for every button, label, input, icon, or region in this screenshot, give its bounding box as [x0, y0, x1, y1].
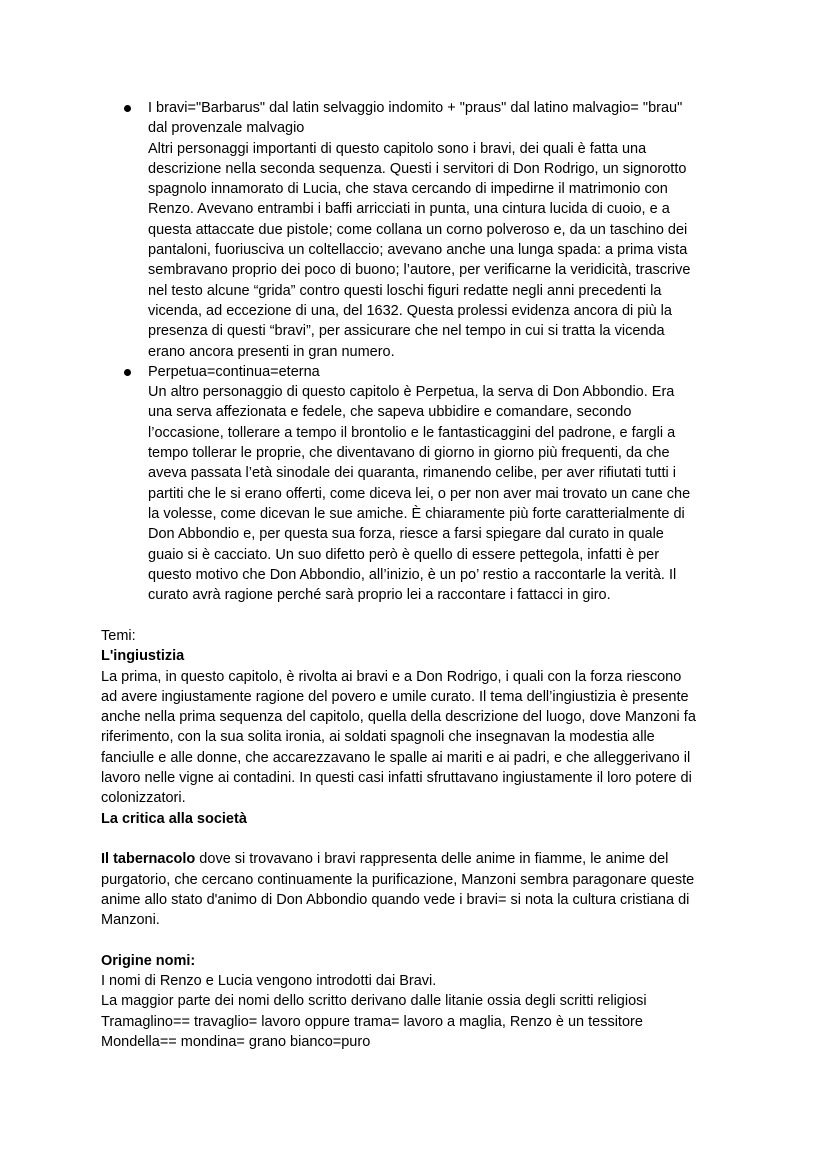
text-line: lavoro nelle vigne ai contadini. In questi casi infatti sfruttavano ingiustamente il loro potere di — [101, 770, 692, 787]
text-line: partiti che le si erano offerti, come diceva lei, o per non aver mai trovato un cane che — [148, 485, 691, 502]
themes-label: Temi: — [101, 628, 136, 644]
text-line: nel testo alcune “grida” contro questi loschi figuri redatte negli anni precedenti la — [148, 282, 662, 299]
text-line: questa attaccate due pistole; come collana un corno polveroso e, da un taschino dei — [148, 221, 688, 238]
text-line: anime allo stato d'animo di Don Abbondio quando vede i bravi= si nota la cultura cristiana di — [101, 891, 690, 908]
themes-section — [101, 626, 741, 1052]
tabernacle-line-rest: dove si trovavano i bravi rappresenta delle anime in fiamme, le anime del — [195, 851, 669, 868]
spacer — [101, 829, 741, 849]
text-line: tempo tollerar le proprie, che diventavano di giorno in giorno più frequenti, da che — [148, 445, 670, 462]
bullet-item-perpetua — [118, 362, 738, 606]
text-line: Tramaglino== travaglio= lavoro oppure trama= lavoro a maglia, Renzo è un tessitore — [101, 1013, 643, 1030]
text-line: sembravano proprio dei poco di buono; l’autore, per verificarne la veridicità, trascrive — [148, 262, 691, 279]
text-line: I nomi di Renzo e Lucia vengono introdotti dai Bravi. — [101, 973, 437, 990]
text-line: l’occasione, tollerare a tempo il brontolio e le fantasticaggini del padrone, e fargli a — [148, 424, 676, 441]
text-line: Mondella== mondina= grano bianco=puro — [101, 1033, 371, 1050]
text-line: presenza di questi “bravi”, per assicurare che nel tempo in cui si tratta la vicenda — [148, 323, 665, 340]
text-line: guaio si è cacciato. Un suo difetto però è quello di essere pettegola, infatti è per — [148, 546, 660, 563]
text-line: fanciulle e alle donne, che accarezzavano le spalle ai mariti e ai padri, e che alleggerivano il — [101, 749, 691, 766]
bullet-dot-icon — [124, 105, 131, 112]
society-critique-heading: La critica alla società — [101, 810, 247, 827]
text-line: spagnolo innamorato di Lucia, che stava cercando di impedirne il matrimonio con — [148, 181, 668, 198]
text-line: Perpetua=continua=eterna — [148, 363, 320, 380]
tabernacle-bold-term: Il tabernacolo — [101, 851, 196, 868]
text-line: descrizione nella seconda sequenza. Questi i servitori di Don Rodrigo, un signorotto — [148, 160, 687, 177]
text-line: questo motivo che Don Abbondio, all’inizio, è un po’ restio a raccontarle la verità. Il — [148, 566, 677, 583]
text-line: la volesse, come dicevan le sue amiche. È chiaramente più forte caratterialmente di — [148, 505, 685, 522]
tabernacle-first-line — [101, 849, 741, 869]
text-line: aveva passata l’età sinodale dei quaranta, rimanendo celibe, per aver rifiutati tutti i — [148, 465, 676, 482]
text-line: una serva affezionata e fedele, che sapeva ubbidire e comandare, secondo — [148, 404, 632, 421]
bullet-dot-icon — [124, 369, 131, 376]
text-line: Don Abbondio e, per questa sua forza, riesce a farsi spiegare dal curato in quale — [148, 526, 664, 543]
text-line: Un altro personaggio di questo capitolo è Perpetua, la serva di Don Abbondio. Era — [148, 384, 675, 401]
text-line: Manzoni. — [101, 912, 160, 929]
bullet-list — [118, 98, 738, 605]
text-line: curato avrà ragione perché sarà proprio lei a raccontare i fattacci in giro. — [148, 587, 611, 604]
spacer — [101, 930, 741, 950]
text-line: dal provenzale malvagio — [148, 120, 305, 137]
names-origin-heading: Origine nomi: — [101, 952, 196, 969]
text-line: Altri personaggi importanti di questo capitolo sono i bravi, dei quali è fatta una — [148, 140, 647, 157]
text-line: Renzo. Avevano entrambi i baffi arricciati in punta, una cintura lucida di cuoio, e a — [148, 201, 670, 218]
text-line: ad avere ingiustamente ragione del povero e umile curato. Il tema dell’ingiustizia è presente — [101, 688, 689, 705]
text-line: La maggior parte dei nomi dello scritto derivano dalle litanie ossia degli scritti religiosi — [101, 993, 647, 1010]
text-line: anche nella prima sequenza del capitolo, quella della descrizione del luogo, dove Manzoni fa — [101, 709, 696, 726]
injustice-heading: L'ingiustizia — [101, 648, 185, 665]
text-line: purgatorio, che cercano continuamente la purificazione, Manzoni sembra paragonare queste — [101, 871, 695, 888]
text-line: La prima, in questo capitolo, è rivolta ai bravi e a Don Rodrigo, i quali con la forza riescono — [101, 668, 682, 685]
text-line: vicenda, ad eccezione di una, del 1632. Questa prolessi evidenza ancora di più la — [148, 302, 672, 319]
text-line: colonizzatori. — [101, 790, 186, 807]
text-line: erano ancora presenti in gran numero. — [148, 343, 395, 360]
text-line: riferimento, con la sua solita ironia, ai soldati spagnoli che insegnavan la modestia alle — [101, 729, 655, 746]
text-line: I bravi="Barbarus" dal latin selvaggio indomito + "praus" dal latino malvagio= "brau" — [148, 100, 683, 116]
text-line: pantaloni, fuoriusciva un coltellaccio; avevano anche una lunga spada: a prima vista — [148, 242, 688, 259]
bullet-item-bravi — [118, 98, 738, 362]
